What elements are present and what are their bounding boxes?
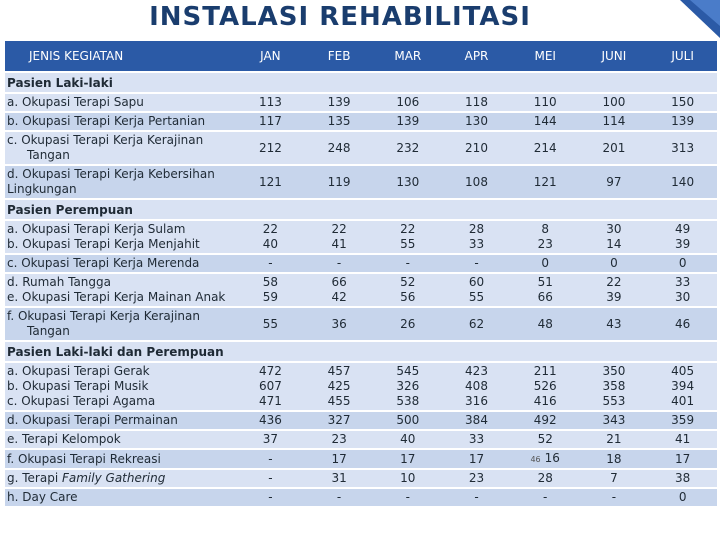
month-value — [511, 255, 580, 272]
value-text: 39 — [674, 237, 691, 251]
month-value — [236, 489, 305, 506]
page-title: INSTALASI REHABILITASI — [149, 2, 531, 32]
month-value — [442, 113, 511, 130]
month-value — [305, 470, 374, 487]
month-value — [305, 274, 374, 306]
value-text: 42 — [331, 290, 347, 304]
value-text: 7 — [610, 471, 618, 485]
value-text: 49 — [674, 222, 691, 236]
corner-decoration — [680, 0, 720, 38]
month-value — [511, 412, 580, 429]
month-value — [236, 274, 305, 306]
activity-label-line: b. Okupasi Terapi Kerja Pertanian — [7, 114, 206, 128]
month-value — [511, 308, 580, 340]
value-text: 41 — [331, 237, 347, 251]
month-value — [236, 166, 305, 198]
activity-label-line: e. Terapi Kelompok — [7, 432, 121, 446]
month-value — [442, 166, 511, 198]
activity-label — [5, 221, 236, 253]
value-text: 8 — [541, 222, 550, 236]
value-text: - — [336, 256, 342, 270]
month-value — [305, 450, 374, 468]
value-text: 472 — [258, 364, 282, 378]
month-value — [373, 221, 442, 253]
activity-label-line: f. Okupasi Terapi Kerja Kerajinan — [7, 309, 200, 323]
activity-label — [5, 470, 236, 487]
value-text: 62 — [468, 316, 485, 331]
value-text: 394 — [671, 379, 695, 393]
month-value — [442, 489, 511, 506]
month-value — [236, 431, 305, 448]
month-value — [305, 412, 374, 429]
month-value — [373, 274, 442, 306]
month-value — [580, 113, 649, 130]
value-text: 327 — [327, 413, 351, 427]
value-text: 100 — [602, 95, 626, 109]
activity-label — [5, 94, 236, 111]
value-text: 59 — [262, 290, 279, 304]
activity-label-line: d. Okupasi Terapi Permainan — [7, 413, 178, 427]
month-value — [442, 255, 511, 272]
value-text: 43 — [606, 316, 622, 331]
month-value — [580, 274, 649, 306]
activity-label-line: h. Day Care — [7, 490, 78, 504]
value-text: 313 — [671, 140, 695, 155]
month-value — [648, 274, 717, 306]
value-text: 455 — [327, 394, 351, 408]
month-value — [648, 308, 717, 340]
value-text: 408 — [465, 379, 488, 393]
value-text: 436 — [258, 413, 282, 427]
month-value — [511, 450, 580, 468]
activity-label-line: c. Okupasi Terapi Agama — [7, 394, 156, 408]
value-text: 39 — [606, 290, 622, 304]
value-text: 0 — [610, 256, 618, 270]
month-value — [511, 489, 580, 506]
value-text: - — [268, 451, 273, 466]
value-text: 66 — [331, 275, 347, 289]
value-text: 139 — [327, 95, 351, 109]
value-text: 23 — [468, 471, 485, 485]
month-value — [373, 113, 442, 130]
value-text: 405 — [671, 364, 695, 378]
value-text: 350 — [602, 364, 626, 378]
value-text: 343 — [602, 413, 626, 427]
month-value — [648, 412, 717, 429]
month-value — [442, 94, 511, 111]
value-text: 0 — [678, 490, 687, 504]
table-row — [5, 431, 717, 448]
column-header: FEB — [305, 41, 374, 71]
value-text: 36 — [331, 316, 347, 331]
month-value — [373, 94, 442, 111]
activity-label-line: b. Okupasi Terapi Musik — [7, 379, 149, 393]
value-text: 425 — [327, 379, 351, 393]
month-value — [511, 470, 580, 487]
month-value — [648, 450, 717, 468]
value-text: 30 — [606, 222, 622, 236]
month-value — [580, 94, 649, 111]
value-text: 121 — [258, 174, 282, 189]
month-value — [580, 221, 649, 253]
table-row — [5, 412, 717, 429]
month-value — [442, 132, 511, 164]
month-value — [236, 308, 305, 340]
value-text: 471 — [258, 394, 282, 408]
month-value — [305, 166, 374, 198]
month-value — [305, 221, 374, 253]
value-text: 26 — [400, 316, 416, 331]
value-text: 21 — [606, 432, 622, 446]
value-text: 52 — [400, 275, 416, 289]
value-text: 17 — [331, 451, 347, 466]
value-text: 18 — [606, 451, 622, 466]
value-text: 108 — [465, 174, 488, 189]
section-heading-row — [5, 200, 717, 219]
value-text: 28 — [468, 222, 485, 236]
value-text: 214 — [533, 140, 557, 155]
month-value — [373, 132, 442, 164]
activity-label-line: e. Okupasi Terapi Kerja Mainan Anak — [7, 290, 226, 304]
value-text: 52 — [537, 432, 553, 446]
activity-label — [5, 308, 236, 340]
activity-label-line: Tangan — [27, 324, 70, 338]
value-text: 10 — [400, 471, 416, 485]
value-text: 210 — [465, 140, 488, 155]
value-text: 526 — [533, 379, 557, 393]
month-value — [511, 94, 580, 111]
activity-label-line: c. Okupasi Terapi Kerja Kerajinan — [7, 133, 204, 147]
month-value — [648, 255, 717, 272]
value-text: 17 — [468, 451, 485, 466]
value-text: 359 — [671, 413, 695, 427]
month-value — [648, 489, 717, 506]
month-value — [373, 308, 442, 340]
value-text: 41 — [674, 432, 691, 446]
month-value — [511, 274, 580, 306]
activity-label — [5, 132, 236, 164]
value-text: 384 — [465, 413, 488, 427]
value-text: 55 — [468, 290, 485, 304]
table-row — [5, 132, 717, 164]
month-value — [648, 470, 717, 487]
column-header: JAN — [236, 41, 305, 71]
month-value — [373, 363, 442, 410]
month-value — [442, 308, 511, 340]
value-text: - — [405, 490, 410, 504]
month-value — [580, 431, 649, 448]
month-value — [511, 113, 580, 130]
value-text: 130 — [396, 174, 420, 189]
month-value — [236, 470, 305, 487]
table-row — [5, 221, 717, 253]
value-text: 119 — [327, 174, 351, 189]
month-value — [305, 363, 374, 410]
activity-label — [5, 255, 236, 272]
activity-label-line: Lingkungan — [7, 182, 77, 196]
month-value — [648, 113, 717, 130]
value-text: 113 — [258, 95, 282, 109]
month-value — [373, 450, 442, 468]
value-text: - — [474, 490, 479, 504]
month-value — [442, 274, 511, 306]
table-row — [5, 274, 717, 306]
activity-label-line: b. Okupasi Terapi Kerja Menjahit — [7, 237, 200, 251]
month-value — [373, 255, 442, 272]
value-text: 0 — [678, 256, 687, 270]
value-text: 553 — [602, 394, 626, 408]
month-value — [648, 166, 717, 198]
month-value — [305, 113, 374, 130]
value-text: 326 — [396, 379, 420, 393]
month-value — [305, 255, 374, 272]
month-value — [648, 431, 717, 448]
value-text: 139 — [671, 114, 695, 128]
value-text: 118 — [465, 95, 488, 109]
month-value — [511, 132, 580, 164]
value-text: 14 — [606, 237, 622, 251]
month-value — [580, 412, 649, 429]
column-header: JULI — [648, 41, 717, 71]
month-value — [580, 166, 649, 198]
month-value — [236, 221, 305, 253]
table-row — [5, 489, 717, 506]
month-value — [305, 132, 374, 164]
month-value — [580, 450, 649, 468]
value-text: 201 — [602, 140, 626, 155]
month-value — [236, 113, 305, 130]
table-row — [5, 255, 717, 272]
value-text: 110 — [533, 95, 557, 109]
month-value — [580, 308, 649, 340]
value-text: 0 — [541, 256, 550, 270]
value-text: 55 — [400, 237, 416, 251]
activity-label — [5, 450, 236, 468]
section-heading-row — [5, 73, 717, 92]
month-value — [511, 363, 580, 410]
value-text: 28 — [537, 471, 553, 485]
value-text: 31 — [331, 471, 347, 485]
month-value — [442, 363, 511, 410]
month-value — [236, 450, 305, 468]
value-text: 37 — [262, 432, 279, 446]
column-header: MEI — [511, 41, 580, 71]
value-text: 416 — [533, 394, 557, 408]
month-value — [236, 363, 305, 410]
value-text: 139 — [396, 114, 420, 128]
month-value — [648, 363, 717, 410]
value-text: - — [268, 471, 273, 485]
value-text: 106 — [396, 95, 420, 109]
activity-label — [5, 363, 236, 410]
value-text: 423 — [465, 364, 488, 378]
activity-label-line: c. Okupasi Terapi Kerja Merenda — [7, 256, 200, 270]
section-heading: Pasien Perempuan — [5, 200, 717, 219]
column-header: APR — [442, 41, 511, 71]
value-text: 33 — [468, 432, 485, 446]
column-header: MAR — [373, 41, 442, 71]
value-text: 401 — [671, 394, 695, 408]
month-value — [442, 450, 511, 468]
month-value — [580, 255, 649, 272]
month-value — [580, 132, 649, 164]
section-heading: Pasien Laki-laki dan Perempuan — [5, 342, 717, 361]
column-header: JENIS KEGIATAN — [5, 41, 236, 71]
value-text: 16 — [544, 451, 560, 465]
value-text: 212 — [258, 140, 282, 155]
month-value — [373, 489, 442, 506]
value-text: 33 — [674, 275, 691, 289]
activity-label-line: f. Okupasi Terapi Rekreasi — [7, 451, 161, 466]
value-text: 97 — [606, 174, 622, 189]
value-text: 17 — [400, 451, 416, 466]
month-value — [648, 94, 717, 111]
value-text: 500 — [396, 413, 420, 427]
value-text: 58 — [262, 275, 279, 289]
month-value — [236, 255, 305, 272]
value-text: 60 — [468, 275, 485, 289]
value-text: - — [611, 490, 617, 504]
month-value — [442, 221, 511, 253]
value-text: 17 — [674, 451, 691, 466]
value-text: - — [543, 490, 548, 504]
table-row — [5, 166, 717, 198]
value-text: - — [474, 256, 479, 270]
value-text: 48 — [537, 316, 553, 331]
table-row — [5, 470, 717, 487]
month-value — [442, 412, 511, 429]
value-text: 316 — [465, 394, 488, 408]
value-text: - — [268, 490, 273, 504]
value-text: 55 — [262, 316, 279, 331]
value-text: 232 — [396, 140, 420, 155]
table-row — [5, 94, 717, 111]
month-value — [511, 166, 580, 198]
month-value — [580, 470, 649, 487]
activity-label-line: d. Okupasi Terapi Kerja Kebersihan — [7, 167, 215, 181]
value-text: 56 — [400, 290, 416, 304]
month-value — [236, 412, 305, 429]
value-text: 140 — [671, 174, 695, 189]
table-header — [5, 41, 717, 71]
activity-label — [5, 431, 236, 448]
activity-table — [5, 39, 717, 508]
value-text: 22 — [262, 222, 279, 236]
value-text: - — [268, 256, 273, 270]
value-text: 22 — [606, 275, 622, 289]
month-value — [373, 470, 442, 487]
value-text: 22 — [331, 222, 347, 236]
month-value — [373, 431, 442, 448]
value-text: 23 — [537, 237, 553, 251]
activity-label — [5, 489, 236, 506]
activity-label-line: d. Rumah Tangga — [7, 275, 112, 289]
table-row — [5, 450, 717, 468]
activity-label-line: a. Okupasi Terapi Kerja Sulam — [7, 222, 186, 236]
activity-label-line: Tangan — [27, 148, 70, 162]
value-text: 130 — [465, 114, 488, 128]
section-heading-row — [5, 342, 717, 361]
month-value — [648, 221, 717, 253]
month-value — [648, 132, 717, 164]
month-value — [305, 308, 374, 340]
value-text: 38 — [674, 471, 691, 485]
table-row — [5, 113, 717, 130]
value-text: 358 — [602, 379, 626, 393]
activity-label-line: a. Okupasi Terapi Sapu — [7, 95, 144, 109]
table-row — [5, 363, 717, 410]
month-value — [236, 132, 305, 164]
value-text: - — [405, 256, 410, 270]
value-text: 117 — [258, 114, 282, 128]
value-text: 545 — [396, 364, 420, 378]
value-text: 607 — [258, 379, 282, 393]
value-text: 40 — [262, 237, 279, 251]
value-text: 114 — [602, 114, 626, 128]
value-text: 211 — [533, 364, 557, 378]
page-number: 46 — [530, 455, 541, 464]
value-text: 144 — [533, 114, 557, 128]
value-text: 248 — [327, 140, 351, 155]
month-value — [442, 470, 511, 487]
value-text: 33 — [468, 237, 485, 251]
month-value — [305, 489, 374, 506]
activity-label — [5, 166, 236, 198]
month-value — [511, 221, 580, 253]
month-value — [373, 412, 442, 429]
value-text: - — [336, 490, 342, 504]
value-text: 492 — [533, 413, 557, 427]
value-text: 538 — [396, 394, 420, 408]
column-header: JUNI — [580, 41, 649, 71]
value-text: 23 — [331, 432, 347, 446]
month-value — [236, 94, 305, 111]
section-heading: Pasien Laki-laki — [5, 73, 717, 92]
value-text: 22 — [400, 222, 416, 236]
month-value — [580, 363, 649, 410]
value-text: 121 — [533, 174, 557, 189]
month-value — [373, 166, 442, 198]
value-text: 46 — [674, 316, 691, 331]
activity-label-line: a. Okupasi Terapi Gerak — [7, 364, 150, 378]
value-text: 150 — [671, 95, 695, 109]
month-value — [305, 94, 374, 111]
value-text: 40 — [400, 432, 416, 446]
value-text: 66 — [537, 290, 553, 304]
month-value — [511, 431, 580, 448]
value-text: 30 — [674, 290, 691, 304]
month-value — [580, 489, 649, 506]
activity-label — [5, 274, 236, 306]
value-text: 135 — [327, 114, 351, 128]
activity-label-line: g. Terapi Family Gathering — [7, 471, 166, 485]
value-text: 457 — [327, 364, 351, 378]
month-value — [442, 431, 511, 448]
activity-label — [5, 113, 236, 130]
table-row — [5, 308, 717, 340]
month-value — [305, 431, 374, 448]
activity-label — [5, 412, 236, 429]
value-text: 51 — [537, 275, 553, 289]
